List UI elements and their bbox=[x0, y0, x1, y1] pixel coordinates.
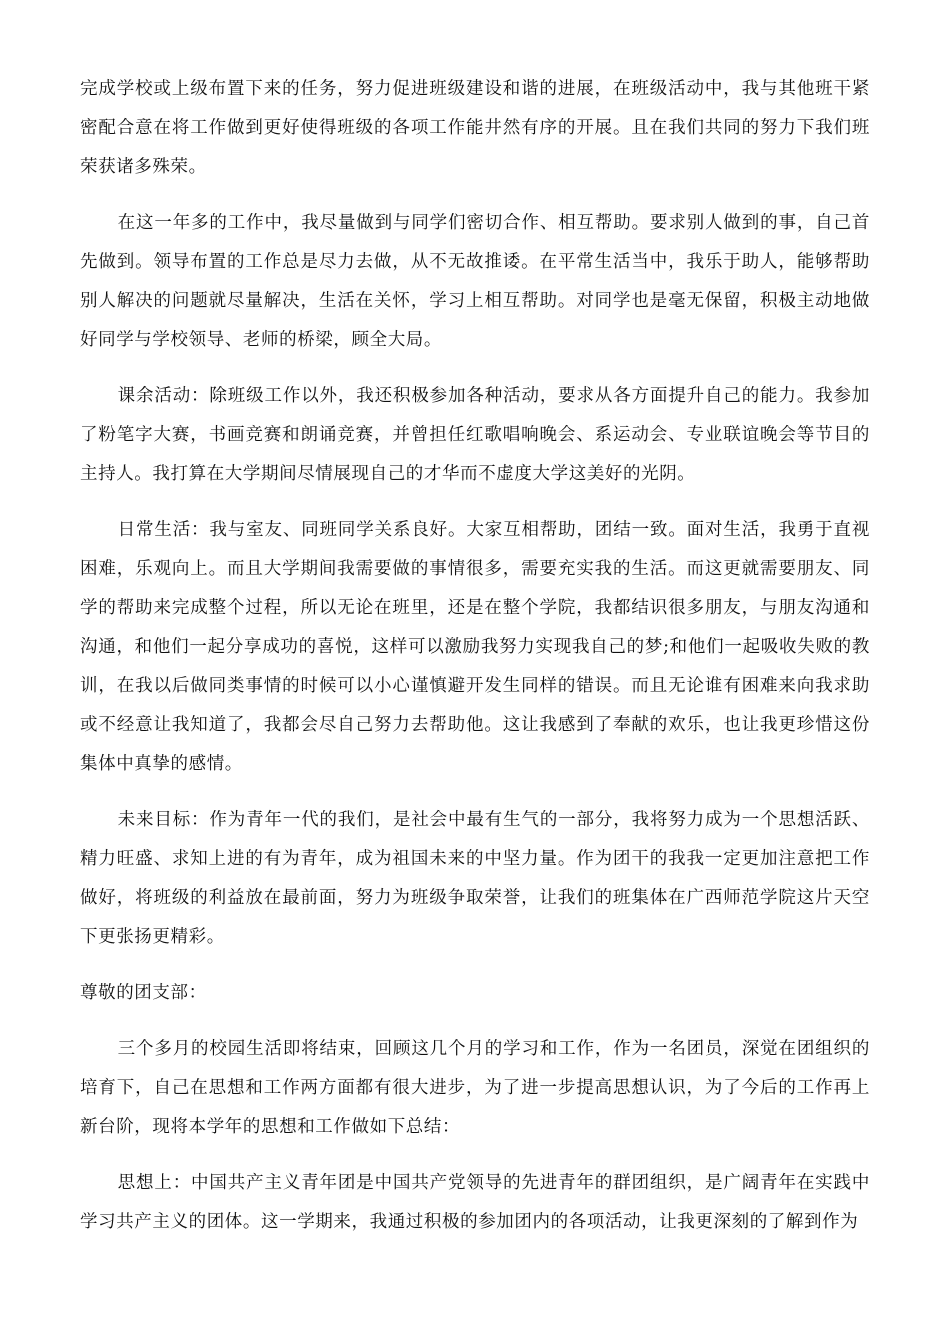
paragraph-semester-review: 三个多月的校园生活即将结束，回顾这几个月的学习和工作，作为一名团员，深觉在团组织的培育下，自己在思想和工作两方面都有很大进步，为了进一步提高思想认识，为了今后的工作再上新台阶，现将本学年的思想和工作做如下总结： bbox=[80, 1039, 870, 1137]
paragraph-daily-life: 日常生活：我与室友、同班同学关系良好。大家互相帮助，团结一致。面对生活，我勇于直视困难，乐观向上。而且大学期间我需要做的事情很多，需要充实我的生活。而这更就需要朋友、同学的帮助来完成整个过程，所以无论在班里，还是在整个学院，我都结识很多朋友，与朋友沟通和沟通，和他们一起分享成功的喜悦，这样可以激励我努力实现我自己的梦;和他们一起吸收失败的教训，在我以后做同类事情的时候可以小心谨慎避开发生同样的错误。而且无论谁有困难来向我求助或不经意让我知道了，我都会尽自己努力去帮助他。这让我感到了奉献的欢乐，也让我更珍惜这份集体中真挚的感情。 bbox=[80, 520, 870, 774]
document-page bbox=[80, 70, 870, 1259]
paragraph-ideology: 思想上：中国共产主义青年团是中国共产党领导的先进青年的群团组织，是广阔青年在实践中学习共产主义的团体。这一学期来，我通过积极的参加团内的各项活动，让我更深刻的了解到作为 bbox=[80, 1173, 870, 1232]
paragraph-extracurricular: 课余活动：除班级工作以外，我还积极参加各种活动，要求从各方面提升自己的能力。我参加了粉笔字大赛，书画竞赛和朗诵竞赛，并曾担任红歌唱响晚会、系运动会、专业联谊晚会等节目的主持人。我打算在大学期间尽情展现自己的才华而不虚度大学这美好的光阴。 bbox=[80, 386, 870, 484]
paragraph-class-work: 完成学校或上级布置下来的任务，努力促进班级建设和谐的进展，在班级活动中，我与其他班干紧密配合意在将工作做到更好使得班级的各项工作能井然有序的开展。且在我们共同的努力下我们班荣获诸多殊荣。 bbox=[80, 79, 870, 177]
salutation: 尊敬的团支部： bbox=[80, 983, 207, 1003]
paragraph-future-goals: 未来目标：作为青年一代的我们，是社会中最有生气的一部分，我将努力成为一个思想活跃、精力旺盛、求知上进的有为青年，成为祖国未来的中坚力量。作为团干的我我一定更加注意把工作做好，将班级的利益放在最前面，努力为班级争取荣誉，让我们的班集体在广西师范学院这片天空下更张扬更精彩。 bbox=[80, 810, 870, 947]
paragraph-cooperation: 在这一年多的工作中，我尽量做到与同学们密切合作、相互帮助。要求别人做到的事，自己首先做到。领导布置的工作总是尽力去做，从不无故推诿。在平常生活当中，我乐于助人，能够帮助别人解决的问题就尽量解决，生活在关怀，学习上相互帮助。对同学也是毫无保留，积极主动地做好同学与学校领导、老师的桥梁，顾全大局。 bbox=[80, 213, 870, 350]
